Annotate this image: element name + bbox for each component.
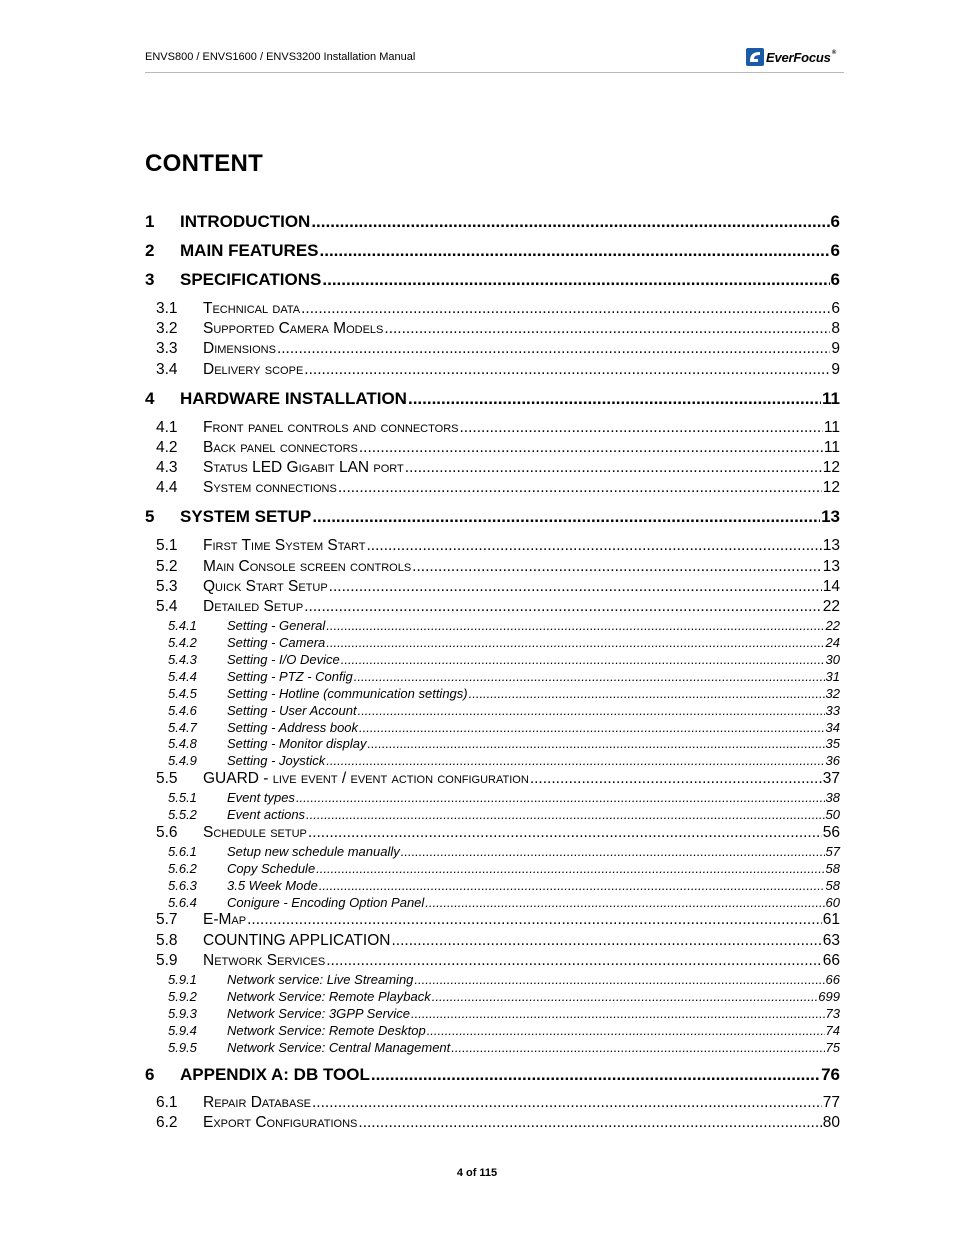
toc-entry-number: 4.3: [156, 459, 178, 476]
toc-entry-page: 33: [825, 703, 840, 718]
toc-entry[interactable]: [0, 361, 954, 381]
toc-entry-link[interactable]: [227, 635, 840, 650]
toc-entry-link[interactable]: [180, 270, 840, 290]
toc-entry-label: Setting - Joystick: [227, 753, 326, 768]
toc-entry-number: 5.1: [156, 537, 178, 554]
toc-entry-label: Delivery scope: [203, 361, 304, 378]
toc-entry-link[interactable]: [203, 340, 840, 358]
toc-dot-leader: [425, 895, 824, 910]
page-number: 4 of 115: [456, 1167, 498, 1179]
toc-entry-link[interactable]: [203, 578, 840, 596]
toc-entry-link[interactable]: [180, 389, 840, 409]
toc-entry[interactable]: [0, 861, 954, 878]
toc-dot-leader: [359, 720, 824, 735]
toc-dot-leader: [312, 507, 820, 527]
toc-entry-label: HARDWARE INSTALLATION: [180, 389, 407, 408]
toc-entry[interactable]: [0, 618, 954, 635]
toc-entry-page: 13: [822, 537, 840, 554]
toc-entry-number: 5.6: [156, 824, 178, 841]
toc-dot-leader: [412, 558, 822, 576]
toc-dot-leader: [358, 703, 825, 718]
toc-dot-leader: [304, 361, 830, 379]
toc-entry[interactable]: [0, 1114, 954, 1134]
toc-entry-page: 35: [825, 736, 840, 751]
toc-dot-leader: [277, 340, 830, 358]
toc-entry-number: 6.1: [156, 1094, 178, 1111]
toc-entry-page: 12: [822, 459, 840, 476]
toc-entry-number: 3: [145, 270, 155, 289]
toc-entry-page: 75: [825, 1040, 840, 1055]
toc-entry-page: 22: [825, 618, 840, 633]
toc-entry-page: 50: [825, 807, 840, 822]
toc-entry-link[interactable]: [203, 824, 840, 842]
toc-entry-label: Network Service: 3GPP Service: [227, 1006, 411, 1021]
toc-entry-page: 32: [825, 686, 840, 701]
toc-entry-label: Setting - Address book: [227, 720, 359, 735]
toc-entry-page: 8: [831, 320, 840, 337]
page-title: CONTENT: [145, 150, 264, 177]
toc-dot-leader: [451, 1040, 824, 1055]
toc-entry-page: 77: [822, 1094, 840, 1111]
toc-entry[interactable]: [0, 320, 954, 340]
toc-dot-leader: [308, 824, 822, 842]
toc-entry-link[interactable]: [227, 790, 840, 805]
toc-entry-link[interactable]: [227, 669, 840, 684]
toc-entry-page: 61: [822, 911, 840, 928]
toc-entry-link[interactable]: [203, 300, 840, 318]
toc-entry-page: 6: [830, 212, 840, 231]
toc-entry[interactable]: [0, 932, 954, 952]
toc-entry-label: COUNTING APPLICATION: [203, 932, 391, 949]
toc-dot-leader: [469, 686, 825, 701]
toc-entry-number: 5.4.6: [168, 703, 197, 718]
toc-entry-label: Network Services: [203, 952, 326, 969]
toc-entry-link[interactable]: [227, 861, 840, 876]
toc-entry[interactable]: [0, 459, 954, 479]
toc-entry-link[interactable]: [180, 212, 840, 232]
toc-entry-label: Network Service: Remote Playback: [227, 989, 431, 1004]
toc-entry-number: 5.9.4: [168, 1023, 197, 1038]
toc-entry[interactable]: [0, 578, 954, 598]
toc-entry-number: 6: [145, 1065, 155, 1084]
toc-entry-number: 5.5.1: [168, 790, 197, 805]
toc-entry-label: E-Map: [203, 911, 247, 928]
toc-dot-leader: [322, 270, 829, 290]
toc-entry-number: 5.4.2: [168, 635, 197, 650]
toc-entry-page: 11: [823, 439, 840, 456]
toc-dot-leader: [459, 419, 822, 437]
toc-entry-label: Setting - PTZ - Config: [227, 669, 353, 684]
toc-entry-label: 3.5 Week Mode: [227, 878, 318, 893]
toc-dot-leader: [312, 1094, 822, 1112]
toc-entry-page: 13: [821, 507, 840, 526]
toc-entry[interactable]: [0, 1094, 954, 1114]
everfocus-logo-icon: [746, 48, 764, 66]
toc-entry-number: 2: [145, 241, 155, 260]
toc-entry-link[interactable]: [203, 952, 840, 970]
toc-entry-label: SYSTEM SETUP: [180, 507, 312, 526]
toc-entry-link[interactable]: [227, 618, 840, 633]
toc-entry-number: 5.9.5: [168, 1040, 197, 1055]
toc-entry-link[interactable]: [227, 844, 840, 859]
toc-entry-label: Network Service: Central Management: [227, 1040, 451, 1055]
toc-entry[interactable]: [0, 972, 954, 989]
toc-dot-leader: [326, 618, 824, 633]
toc-entry-number: 5.4.1: [168, 618, 197, 633]
toc-entry-link[interactable]: [203, 598, 840, 616]
toc-entry-label: GUARD - live event / event action configuration: [203, 770, 529, 787]
toc-dot-leader: [411, 1006, 825, 1021]
toc-dot-leader: [391, 932, 821, 950]
toc-entry-page: 11: [823, 419, 840, 436]
toc-entry-page: 12: [822, 479, 840, 496]
toc-entry-number: 5.4.5: [168, 686, 197, 701]
toc-entry-link[interactable]: [227, 895, 840, 910]
toc-entry-link[interactable]: [227, 807, 840, 822]
toc-entry-link[interactable]: [227, 720, 840, 735]
toc-entry[interactable]: [0, 669, 954, 686]
toc-entry-link[interactable]: [203, 911, 840, 929]
toc-entry[interactable]: [0, 635, 954, 652]
toc-dot-leader: [326, 635, 824, 650]
toc-entry-link[interactable]: [180, 1065, 840, 1085]
toc-entry-page: 22: [822, 598, 840, 615]
toc-entry-link[interactable]: [227, 736, 840, 751]
toc-entry-link[interactable]: [203, 537, 840, 555]
toc-entry-number: 5.5.2: [168, 807, 197, 822]
toc-entry-label: Export Configurations: [203, 1114, 358, 1131]
toc-entry-link[interactable]: [227, 972, 840, 987]
toc-dot-leader: [414, 972, 824, 987]
toc-entry[interactable]: [0, 790, 954, 807]
toc-entry[interactable]: [0, 241, 954, 263]
toc-entry-page: 60: [825, 895, 840, 910]
toc-dot-leader: [530, 770, 822, 788]
toc-entry-link[interactable]: [203, 558, 840, 576]
toc-dot-leader: [359, 439, 823, 457]
toc-entry[interactable]: [0, 1065, 954, 1087]
toc-dot-leader: [247, 911, 822, 929]
toc-entry[interactable]: [0, 439, 954, 459]
toc-entry-page: 38: [825, 790, 840, 805]
toc-entry-label: Repair Database: [203, 1094, 311, 1111]
toc-entry-link[interactable]: [203, 419, 840, 437]
toc-entry-number: 4.2: [156, 439, 178, 456]
toc-entry-link[interactable]: [203, 1094, 840, 1112]
toc-dot-leader: [329, 578, 822, 596]
toc-dot-leader: [367, 736, 824, 751]
toc-entry-page: 76: [821, 1065, 840, 1084]
toc-entry-link[interactable]: [180, 507, 840, 527]
toc-entry-number: 5.7: [156, 911, 178, 928]
toc-entry-number: 4.4: [156, 479, 178, 496]
toc-entry-number: 3.4: [156, 361, 178, 378]
toc-dot-leader: [384, 320, 830, 338]
toc-entry-number: 5.4.3: [168, 652, 197, 667]
toc-entry-number: 5.8: [156, 932, 178, 949]
toc-entry-link[interactable]: [227, 1023, 840, 1038]
toc-entry[interactable]: [0, 1023, 954, 1040]
toc-entry-number: 4.1: [156, 419, 178, 436]
toc-dot-leader: [311, 212, 829, 232]
toc-entry-page: 34: [825, 720, 840, 735]
toc-entry[interactable]: [0, 300, 954, 320]
toc-entry[interactable]: [0, 753, 954, 770]
toc-entry-link[interactable]: [227, 1006, 840, 1021]
toc-dot-leader: [354, 669, 825, 684]
toc-entry-number: 5.9.1: [168, 972, 197, 987]
toc-entry[interactable]: [0, 1040, 954, 1057]
manual-title: ENVS800 / ENVS1600 / ENVS3200 Installation Manual: [145, 51, 416, 63]
toc-entry-page: 13: [822, 558, 840, 575]
toc-dot-leader: [432, 989, 818, 1004]
toc-entry-number: 5.9.2: [168, 989, 197, 1004]
toc-entry-page: 14: [822, 578, 840, 595]
toc-entry-label: Setting - Hotline (communication settings): [227, 686, 468, 701]
toc-entry[interactable]: [0, 507, 954, 529]
toc-entry-number: 5.6.3: [168, 878, 197, 893]
toc-entry[interactable]: [0, 844, 954, 861]
toc-entry[interactable]: [0, 989, 954, 1006]
toc-dot-leader: [304, 598, 822, 616]
toc-dot-leader: [319, 878, 825, 893]
toc-entry-page: 58: [825, 878, 840, 893]
toc-entry-label: Event actions: [227, 807, 306, 822]
toc-entry-page: 6: [831, 300, 840, 317]
toc-entry-label: Dimensions: [203, 340, 276, 357]
toc-entry-page: 66: [822, 952, 840, 969]
toc-entry-link[interactable]: [227, 1040, 840, 1055]
toc-entry-number: 5.6.2: [168, 861, 197, 876]
toc-entry-number: 5.2: [156, 558, 178, 575]
toc-entry-page: 80: [822, 1114, 840, 1131]
toc-entry-number: 5.4.8: [168, 736, 197, 751]
toc-dot-leader: [338, 479, 822, 497]
everfocus-logo: [746, 47, 836, 67]
toc-entry-label: Network Service: Remote Desktop: [227, 1023, 426, 1038]
toc-entry[interactable]: [0, 212, 954, 234]
toc-entry-link[interactable]: [203, 361, 840, 379]
toc-dot-leader: [326, 753, 824, 768]
toc-entry-label: Back panel connectors: [203, 439, 358, 456]
toc-dot-leader: [306, 807, 824, 822]
toc-entry-page: 74: [825, 1023, 840, 1038]
toc-entry-page: 56: [822, 824, 840, 841]
toc-entry-link[interactable]: [227, 686, 840, 701]
toc-entry-page: 699: [818, 989, 840, 1004]
toc-entry[interactable]: [0, 340, 954, 360]
toc-entry-page: 57: [825, 844, 840, 859]
toc-entry-label: Detailed Setup: [203, 598, 304, 615]
toc-entry-label: INTRODUCTION: [180, 212, 311, 231]
toc-entry-link[interactable]: [227, 989, 840, 1004]
toc-entry-link[interactable]: [203, 320, 840, 338]
toc-entry-label: Event types: [227, 790, 295, 805]
toc-dot-leader: [366, 537, 821, 555]
toc-entry[interactable]: [0, 389, 954, 411]
toc-entry-label: Setting - User Account: [227, 703, 357, 718]
toc-entry-page: 31: [825, 669, 840, 684]
toc-entry[interactable]: [0, 558, 954, 578]
toc-entry[interactable]: [0, 807, 954, 824]
toc-entry[interactable]: [0, 824, 954, 844]
toc-entry-number: 6.2: [156, 1114, 178, 1131]
toc-entry-number: 5: [145, 507, 155, 526]
toc-dot-leader: [320, 241, 830, 261]
toc-entry-number: 5.9.3: [168, 1006, 197, 1021]
toc-entry-link[interactable]: [203, 1114, 840, 1132]
toc-entry-label: Quick Start Setup: [203, 578, 328, 595]
toc-entry-label: Setting - Monitor display: [227, 736, 367, 751]
toc-entry-label: Setting - I/O Device: [227, 652, 340, 667]
toc-entry[interactable]: [0, 419, 954, 439]
toc-entry-label: Conigure - Encoding Option Panel: [227, 895, 425, 910]
toc-entry-page: 11: [822, 389, 840, 408]
toc-entry-number: 5.3: [156, 578, 178, 595]
toc-entry[interactable]: [0, 952, 954, 972]
toc-entry-label: System connections: [203, 479, 337, 496]
toc-entry-number: 4: [145, 389, 155, 408]
toc-entry-link[interactable]: [180, 241, 840, 261]
toc-entry-page: 36: [825, 753, 840, 768]
toc-dot-leader: [427, 1023, 825, 1038]
toc-dot-leader: [371, 1065, 820, 1085]
toc-entry-label: APPENDIX A: DB TOOL: [180, 1065, 370, 1084]
toc-entry-label: SPECIFICATIONS: [180, 270, 322, 289]
toc-entry[interactable]: [0, 537, 954, 557]
toc-entry-link[interactable]: [227, 753, 840, 768]
toc-entry-page: 6: [830, 241, 840, 260]
header-divider: [145, 72, 844, 73]
toc-entry-number: 3.2: [156, 320, 178, 337]
toc-entry-label: Technical data: [203, 300, 301, 317]
toc-dot-leader: [301, 300, 830, 318]
toc-entry-label: Network service: Live Streaming: [227, 972, 414, 987]
toc-entry-link[interactable]: [203, 932, 840, 950]
toc-entry[interactable]: [0, 652, 954, 669]
toc-entry-label: Copy Schedule: [227, 861, 316, 876]
toc-entry-label: Setting - General: [227, 618, 326, 633]
toc-dot-leader: [326, 952, 822, 970]
toc-entry[interactable]: [0, 720, 954, 737]
toc-entry-number: 5.5: [156, 770, 178, 787]
toc-entry[interactable]: [0, 479, 954, 499]
toc-entry-page: 9: [831, 361, 840, 378]
toc-entry-label: Main Console screen controls: [203, 558, 412, 575]
toc-entry-label: First Time System Start: [203, 537, 366, 554]
toc-entry-page: 73: [825, 1006, 840, 1021]
toc-entry[interactable]: [0, 911, 954, 931]
toc-entry-number: 5.4: [156, 598, 178, 615]
toc-entry-number: 1: [145, 212, 155, 231]
toc-entry-number: 5.6.4: [168, 895, 197, 910]
toc-dot-leader: [408, 389, 821, 409]
toc-entry-number: 5.9: [156, 952, 178, 969]
toc-entry[interactable]: [0, 686, 954, 703]
toc-entry-number: 5.4.4: [168, 669, 197, 684]
toc-entry-page: 30: [825, 652, 840, 667]
toc-entry-page: 37: [822, 770, 840, 787]
toc-entry-label: Setting - Camera: [227, 635, 326, 650]
toc-entry-label: Setup new schedule manually: [227, 844, 400, 859]
toc-entry-page: 6: [830, 270, 840, 289]
toc-entry-link[interactable]: [203, 439, 840, 457]
toc-entry[interactable]: [0, 1006, 954, 1023]
toc-entry[interactable]: [0, 736, 954, 753]
toc-entry[interactable]: [0, 878, 954, 895]
toc-entry-page: 24: [825, 635, 840, 650]
toc-entry[interactable]: [0, 270, 954, 292]
toc-entry-link[interactable]: [227, 878, 840, 893]
logo-text: EverFocus®: [766, 49, 836, 65]
toc-entry-label: Supported Camera Models: [203, 320, 384, 337]
toc-dot-leader: [316, 861, 824, 876]
toc-entry-number: 5.6.1: [168, 844, 197, 859]
toc-entry-link[interactable]: [227, 703, 840, 718]
toc-dot-leader: [296, 790, 825, 805]
toc-entry[interactable]: [0, 895, 954, 912]
toc-entry-label: Status LED Gigabit LAN port: [203, 459, 404, 476]
toc-dot-leader: [405, 459, 822, 477]
toc-entry-link[interactable]: [203, 459, 840, 477]
toc-entry-page: 9: [831, 340, 840, 357]
toc-entry-page: 58: [825, 861, 840, 876]
toc-entry-number: 3.1: [156, 300, 178, 317]
toc-entry-link[interactable]: [227, 652, 840, 667]
toc-entry[interactable]: [0, 598, 954, 618]
toc-entry-page: 66: [825, 972, 840, 987]
toc-entry-number: 3.3: [156, 340, 178, 357]
toc-dot-leader: [358, 1114, 821, 1132]
toc-entry-link[interactable]: [203, 770, 840, 788]
toc-entry-label: MAIN FEATURES: [180, 241, 319, 260]
toc-dot-leader: [401, 844, 825, 859]
toc-entry-link[interactable]: [203, 479, 840, 497]
toc-dot-leader: [341, 652, 825, 667]
toc-entry-label: Schedule setup: [203, 824, 307, 841]
toc-entry[interactable]: [0, 770, 954, 790]
toc-entry-label: Front panel controls and connectors: [203, 419, 459, 436]
toc-entry-number: 5.4.9: [168, 753, 197, 768]
toc-entry-page: 63: [822, 932, 840, 949]
toc-entry-number: 5.4.7: [168, 720, 197, 735]
toc-entry[interactable]: [0, 703, 954, 720]
